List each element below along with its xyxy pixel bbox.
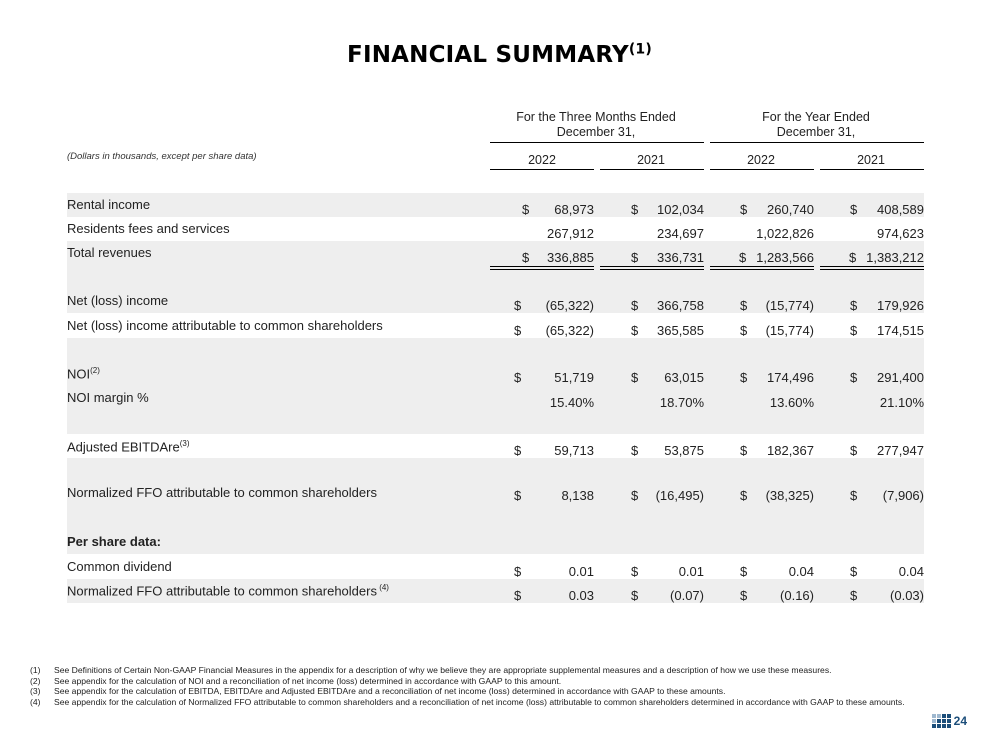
page-title — [0, 42, 999, 68]
table-cell: 13.60% — [769, 395, 814, 410]
footnotes — [30, 665, 910, 707]
row-label-footnote-ref: (4) — [376, 583, 389, 592]
row-spacer — [67, 410, 924, 434]
year-col-2: 2021 — [637, 153, 665, 167]
footnote-num: (1) — [30, 665, 41, 675]
footnote-text: See appendix for the calculation of NOI and a reconciliation of net income (loss) determined in accordance with GAAP to this amount. — [54, 675, 562, 686]
row-label — [67, 439, 190, 454]
currency-symbol: $ — [514, 564, 522, 579]
row-label-text: Adjusted EBITDAre — [67, 439, 180, 455]
table-cell: 174,496 — [767, 370, 814, 385]
table-cell: 15.40% — [549, 395, 594, 410]
header-three-months-line1: For the Three Months Ended — [516, 110, 676, 124]
total-double-underline — [820, 266, 924, 270]
currency-symbol: $ — [850, 298, 858, 313]
footnote — [30, 665, 910, 676]
currency-symbol: $ — [631, 298, 639, 313]
table-cell: 102,034 — [657, 202, 704, 217]
currency-symbol: $ — [514, 370, 522, 385]
table-cell: 182,367 — [767, 443, 814, 458]
row-label-text: NOI margin % — [67, 390, 149, 405]
table-cell: (16,495) — [655, 488, 704, 503]
table-cell: 267,912 — [547, 226, 594, 241]
table-cell: 0.01 — [678, 564, 704, 579]
table-cell: (0.16) — [780, 588, 814, 603]
table-cell: 408,589 — [877, 202, 924, 217]
footnote — [30, 697, 910, 708]
currency-symbol: $ — [740, 298, 748, 313]
table-cell: 51,719 — [554, 370, 594, 385]
currency-symbol: $ — [631, 202, 639, 217]
currency-symbol: $ — [740, 443, 748, 458]
row-label — [67, 293, 168, 308]
total-double-underline — [710, 266, 814, 270]
year-rule-1 — [490, 169, 594, 170]
currency-symbol: $ — [631, 370, 639, 385]
currency-symbol: $ — [740, 588, 748, 603]
currency-symbol: $ — [631, 323, 639, 338]
currency-symbol: $ — [740, 323, 748, 338]
currency-symbol: $ — [850, 202, 858, 217]
currency-symbol: $ — [739, 250, 747, 265]
header-year — [706, 110, 926, 140]
row-label — [67, 366, 100, 381]
units-note: (Dollars in thousands, except per share data) — [67, 151, 257, 162]
currency-symbol: $ — [850, 443, 858, 458]
header-three-months — [486, 110, 706, 140]
page-number: 24 — [953, 714, 967, 728]
table-cell: (15,774) — [765, 323, 814, 338]
row-spacer — [67, 506, 924, 530]
row-label — [67, 534, 161, 549]
table-cell: (0.07) — [670, 588, 704, 603]
currency-symbol: $ — [850, 323, 858, 338]
row-label — [67, 559, 172, 574]
currency-symbol: $ — [850, 564, 858, 579]
row-label — [67, 221, 230, 236]
page-title-footnote-ref: (1) — [628, 41, 652, 58]
row-shade — [67, 530, 924, 554]
table-cell: 365,585 — [657, 323, 704, 338]
table-cell: (15,774) — [765, 298, 814, 313]
row-label — [67, 390, 149, 405]
currency-symbol: $ — [631, 443, 639, 458]
row-label-text: Common dividend — [67, 559, 172, 574]
page-badge — [932, 714, 967, 728]
currency-symbol: $ — [740, 564, 748, 579]
table-cell: 59,713 — [554, 443, 594, 458]
currency-symbol: $ — [850, 488, 858, 503]
table-cell: 68,973 — [554, 202, 594, 217]
row-label-text: Rental income — [67, 197, 151, 212]
table-cell: 260,740 — [767, 202, 814, 217]
header-year-rule — [710, 142, 924, 143]
table-cell: 1,283,566 — [756, 250, 814, 265]
table-cell: (7,906) — [882, 488, 924, 503]
currency-symbol: $ — [631, 588, 639, 603]
currency-symbol: $ — [740, 488, 748, 503]
table-cell: 336,885 — [547, 250, 594, 265]
row-label-text: NOI — [67, 366, 91, 382]
table-cell: 0.04 — [898, 564, 924, 579]
currency-symbol: $ — [631, 250, 639, 265]
footnote-num: (3) — [30, 686, 41, 696]
total-double-underline — [490, 266, 594, 270]
year-col-4: 2021 — [857, 153, 885, 167]
page-title-text: FINANCIAL SUMMARY — [347, 42, 629, 68]
currency-symbol: $ — [522, 250, 530, 265]
currency-symbol: $ — [514, 443, 522, 458]
table-cell: 291,400 — [877, 370, 924, 385]
table-cell: (38,325) — [765, 488, 814, 503]
table-cell: 63,015 — [664, 370, 704, 385]
currency-symbol: $ — [740, 370, 748, 385]
header-three-months-line2: December 31, — [556, 125, 636, 139]
table-cell: 0.03 — [568, 588, 594, 603]
footnote-num: (4) — [30, 696, 41, 707]
row-label-text: Total revenues — [67, 245, 152, 260]
year-col-1: 2022 — [528, 153, 556, 167]
table-cell: 1,022,826 — [756, 226, 814, 241]
row-label-text: Normalized FFO attributable to common shareholders — [67, 485, 377, 500]
currency-symbol: $ — [514, 298, 522, 313]
row-label-text: Normalized FFO attributable to common shareholders — [67, 583, 377, 599]
row-spacer — [67, 458, 924, 482]
table-cell: 53,875 — [664, 443, 704, 458]
currency-symbol: $ — [522, 202, 530, 217]
table-cell: 366,758 — [657, 298, 704, 313]
row-label-text: Net (loss) income — [67, 293, 169, 308]
row-label — [67, 583, 389, 598]
currency-symbol: $ — [849, 250, 857, 265]
footnote-text: See Definitions of Certain Non-GAAP Financial Measures in the appendix for a description of why we believe they are appropriate supplemental measures and a description of how we use these measures. — [54, 665, 832, 675]
footnote — [30, 686, 910, 697]
row-label-footnote-ref: (2) — [90, 366, 100, 375]
row-label — [67, 197, 150, 212]
currency-symbol: $ — [514, 588, 522, 603]
table-cell: 18.70% — [659, 395, 704, 410]
table-cell: 277,947 — [877, 443, 924, 458]
currency-symbol: $ — [740, 202, 748, 217]
table-cell: 174,515 — [877, 323, 924, 338]
year-rule-2 — [600, 169, 704, 170]
currency-symbol: $ — [631, 488, 639, 503]
year-rule-3 — [710, 169, 814, 170]
row-label — [67, 318, 383, 333]
total-double-underline — [600, 266, 704, 270]
footnote — [30, 676, 910, 687]
company-logo-icon — [932, 714, 951, 728]
table-cell: 1,383,212 — [866, 250, 924, 265]
row-label-text: Per share data: — [67, 534, 161, 549]
currency-symbol: $ — [850, 588, 858, 603]
currency-symbol: $ — [631, 564, 639, 579]
table-cell: 0.04 — [788, 564, 814, 579]
footnote-num: (2) — [30, 675, 41, 686]
header-three-months-rule — [490, 142, 704, 143]
row-label-text: Net (loss) income attributable to common shareholders — [67, 318, 383, 333]
header-year-line1: For the Year Ended — [762, 110, 870, 124]
year-col-3: 2022 — [747, 153, 775, 167]
row-spacer — [67, 338, 924, 362]
table-cell: 974,623 — [877, 226, 924, 241]
currency-symbol: $ — [850, 370, 858, 385]
year-rule-4 — [820, 169, 924, 170]
currency-symbol: $ — [514, 323, 522, 338]
table-cell: 336,731 — [657, 250, 704, 265]
table-cell: 179,926 — [877, 298, 924, 313]
row-label-footnote-ref: (3) — [179, 439, 190, 448]
table-cell: 234,697 — [657, 226, 704, 241]
table-cell: (65,322) — [545, 298, 594, 313]
table-cell: 8,138 — [561, 488, 594, 503]
footnote-text: See appendix for the calculation of Normalized FFO attributable to common shareholders and a reconciliation of net income (loss) attributable to common shareholders determined in accordance with GAAP to these amounts. — [54, 696, 905, 707]
table-cell: 21.10% — [879, 395, 924, 410]
row-label — [67, 245, 152, 260]
table-cell: (65,322) — [545, 323, 594, 338]
header-year-line2: December 31, — [776, 125, 856, 139]
row-label-text: Residents fees and services — [67, 221, 230, 236]
table-cell: (0.03) — [890, 588, 924, 603]
row-label — [67, 485, 377, 500]
currency-symbol: $ — [514, 488, 522, 503]
table-cell: 0.01 — [568, 564, 594, 579]
footnote-text: See appendix for the calculation of EBITDA, EBITDAre and Adjusted EBITDAre and a reconciliation of net income (loss) determined in accordance with GAAP to these amounts. — [54, 686, 726, 696]
